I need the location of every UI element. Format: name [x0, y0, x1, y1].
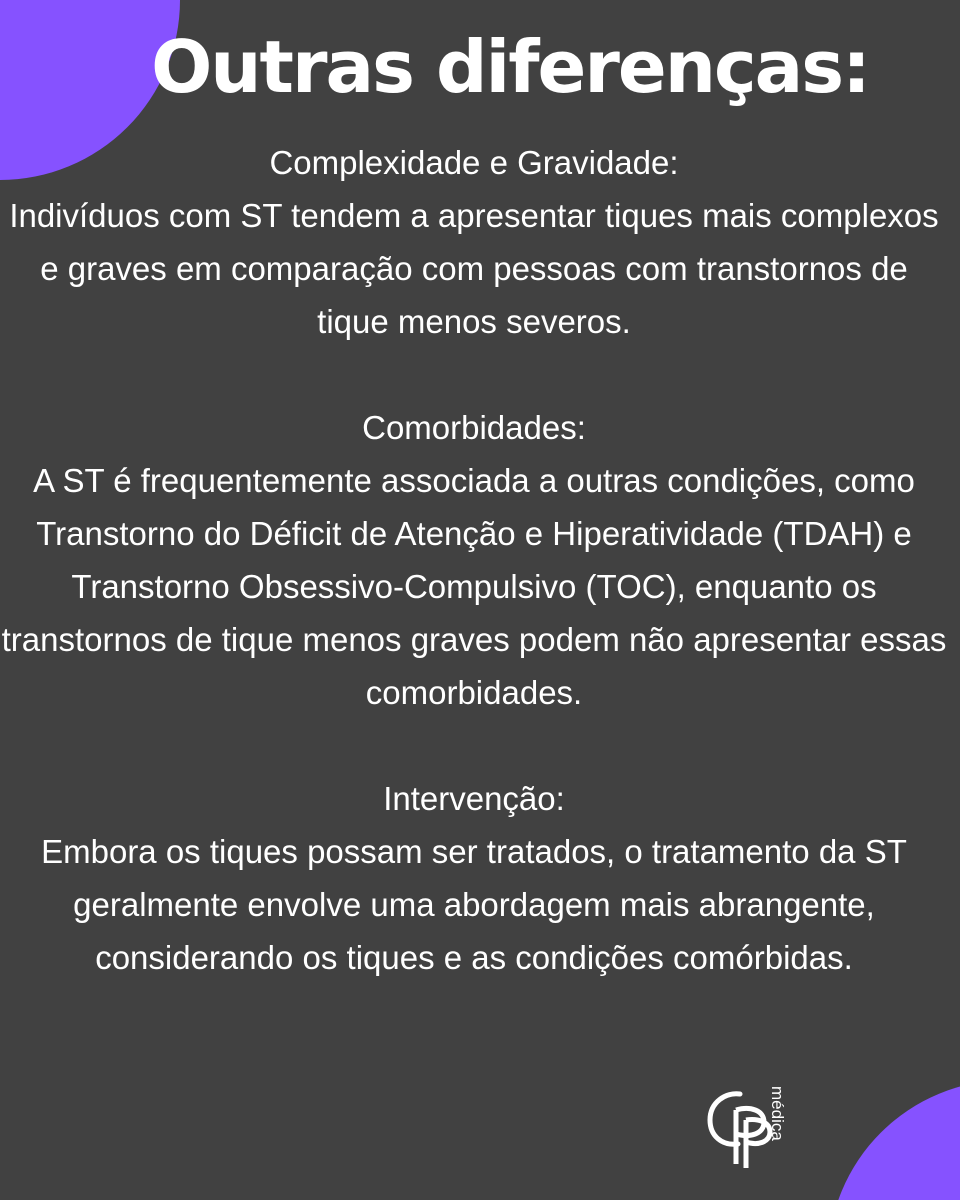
section-text: A ST é frequentemente associada a outras condições, como Transtorno do Déficit de Atenção e Hiperatividade (TDAH) e Transtorno Obsessivo-Compulsivo (TOC), enquanto os transtornos de tique menos graves podem não apresentar essas comorbidades. [1, 462, 947, 711]
section-text: Indivíduos com ST tendem a apresentar tiques mais complexos e graves em comparação com pessoas com transtornos de tique menos severos. [9, 197, 939, 340]
spacer [0, 348, 948, 401]
section-text: Embora os tiques possam ser tratados, o tratamento da ST geralmente envolve uma abordagem mais abrangente, considerando os tiques e as condições comórbidas. [41, 833, 907, 976]
section-comorbidities [0, 401, 948, 719]
section-intervention [0, 772, 948, 984]
spacer [0, 719, 948, 772]
corner-circle-bottom-right [828, 1080, 960, 1200]
logo-word: médica [768, 1086, 787, 1141]
section-heading: Complexidade e Gravidade: [269, 144, 679, 181]
cp-medica-logo [700, 1076, 800, 1176]
section-heading: Intervenção: [383, 780, 565, 817]
section-heading: Comorbidades: [362, 409, 586, 446]
page-title: Outras diferenças: [151, 25, 869, 109]
content-body [0, 136, 948, 984]
section-complexity [0, 136, 948, 348]
